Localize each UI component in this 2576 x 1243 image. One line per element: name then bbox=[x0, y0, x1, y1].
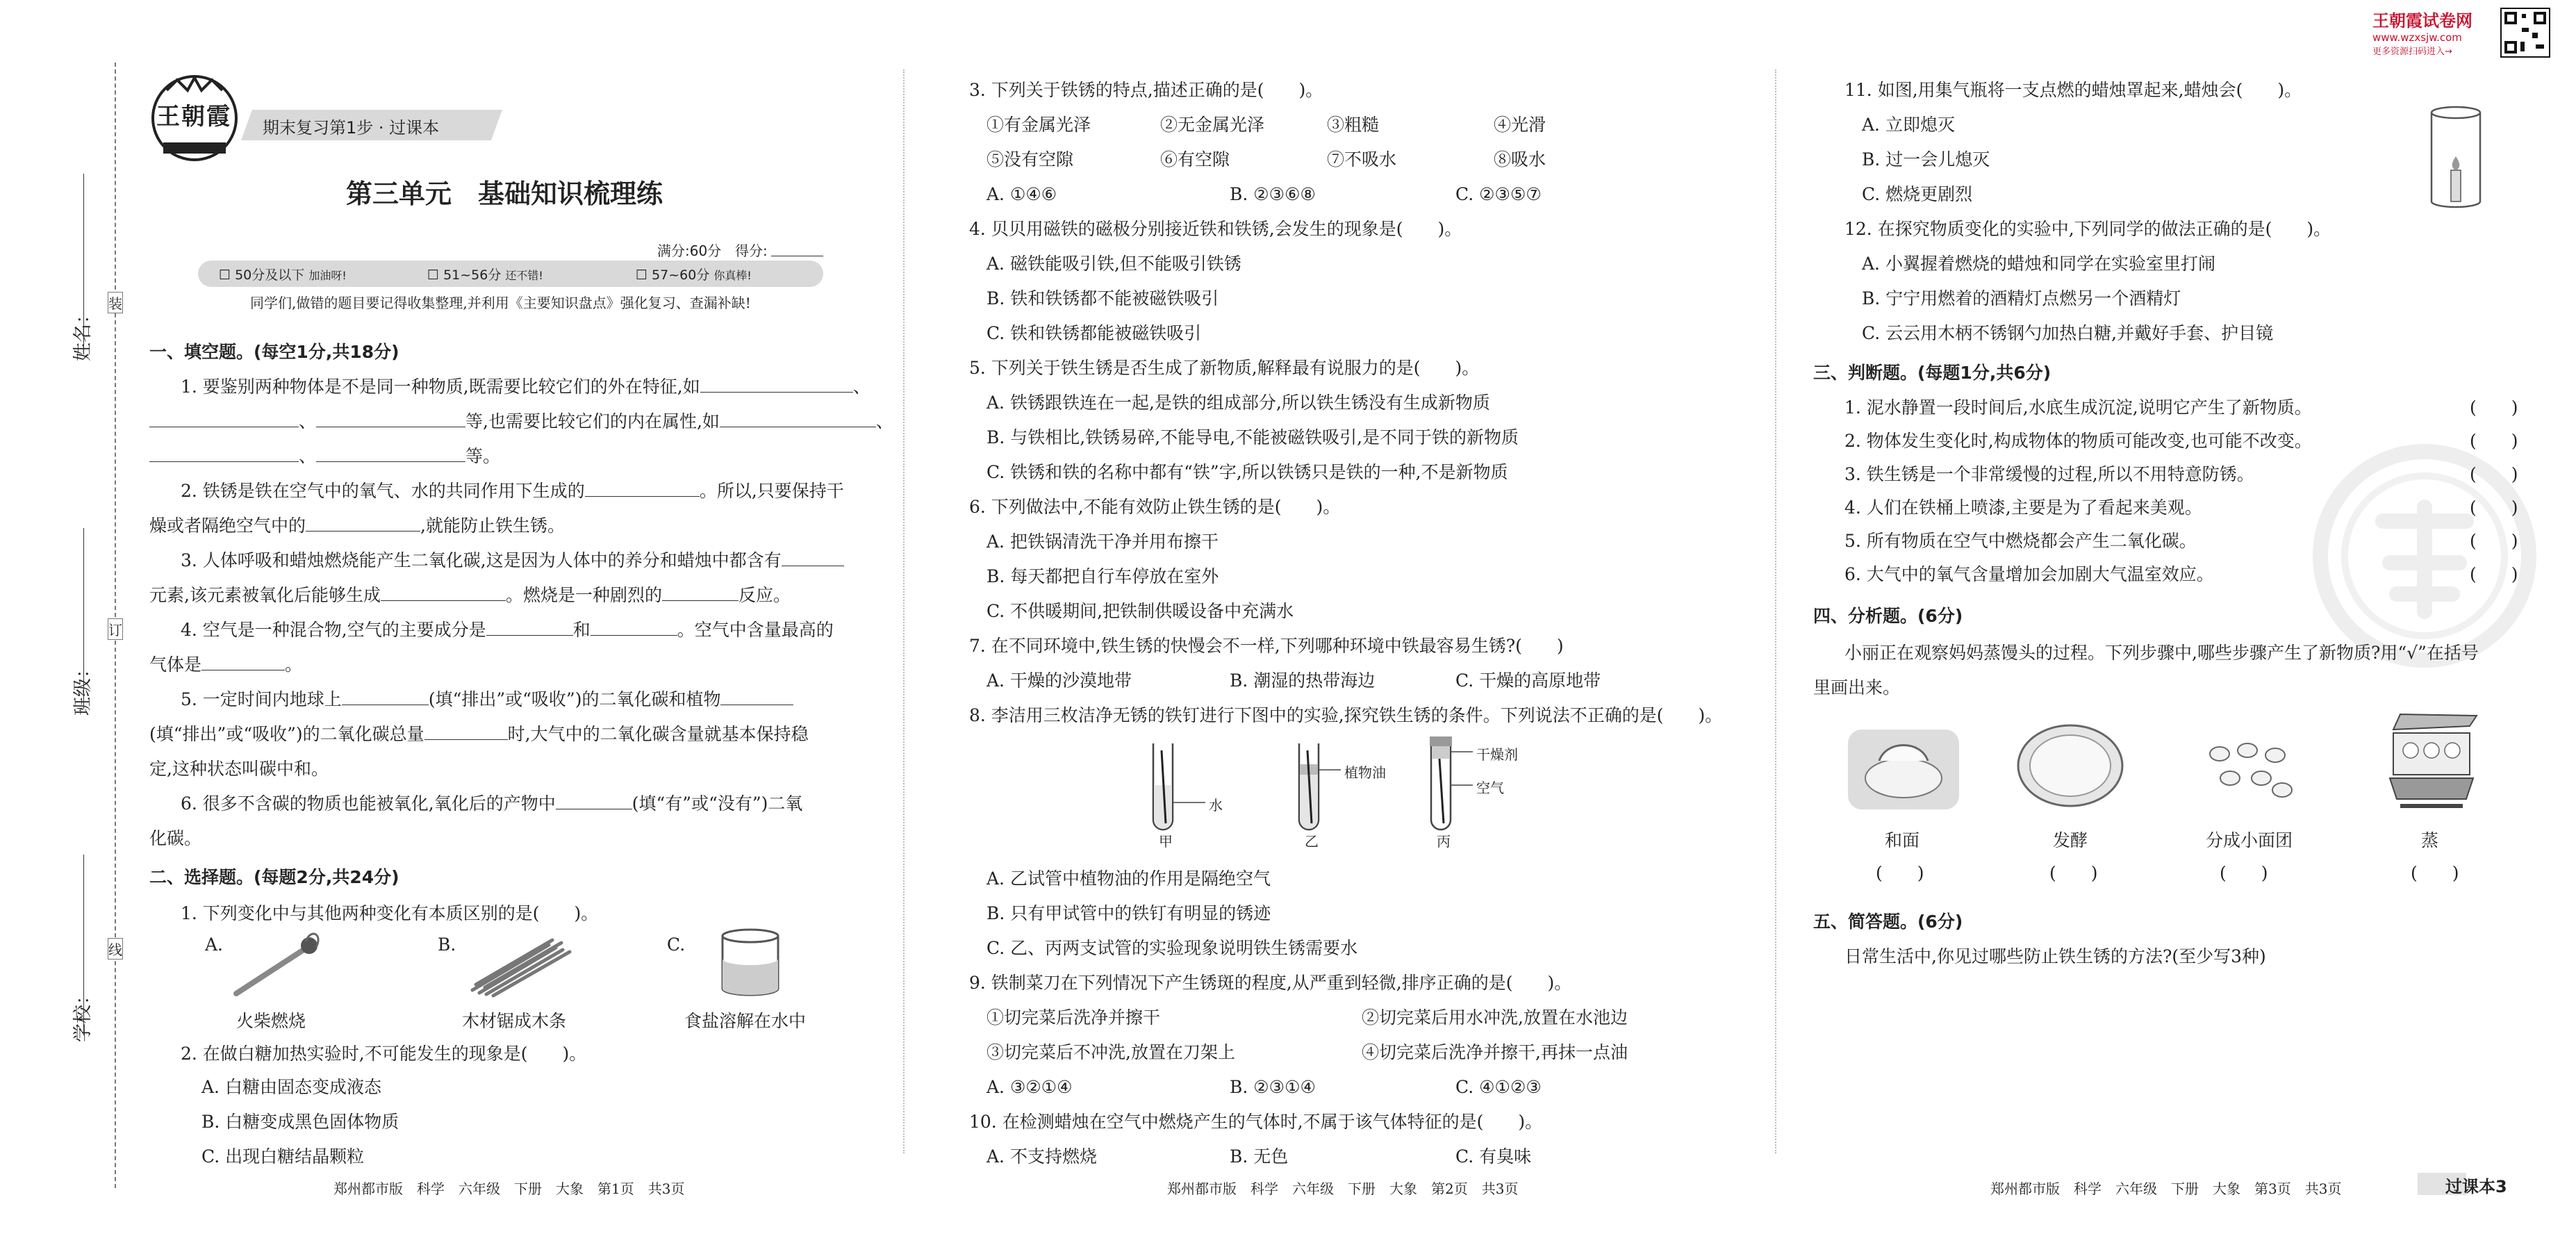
choice-q4: 4. 贝贝用磁铁的磁极分别接近铁和铁锈,会发生的现象是( )。 bbox=[969, 219, 1462, 239]
blank[interactable] bbox=[306, 513, 420, 532]
q5-opt-b[interactable]: B. 与铁相比,铁锈易碎,不能导电,不能被磁铁吸引,是不同于铁的新物质 bbox=[986, 427, 1519, 447]
q9-item: ①切完菜后洗净并擦干 bbox=[986, 1007, 1161, 1028]
q3-opt-a[interactable]: A. ①④⑥ bbox=[986, 184, 1057, 204]
q9-opt-b[interactable]: B. ②③①④ bbox=[1230, 1077, 1316, 1097]
tube-label-3: 丙 bbox=[1437, 833, 1451, 850]
q2-opt-b[interactable]: B. 白糖变成黑色固体物质 bbox=[201, 1112, 399, 1132]
blank[interactable] bbox=[591, 618, 677, 636]
q-text: 等,也需要比较它们的内在属性,如 bbox=[465, 411, 720, 431]
grade-item[interactable]: ☐ 50分及以下 加油呀! bbox=[219, 267, 347, 283]
tube-label-2: 乙 bbox=[1305, 833, 1319, 850]
q-text: 2. 铁锈是铁在空气中的氧气、水的共同作用下生成的 bbox=[181, 481, 585, 501]
sec4-text-1: 小丽正在观察妈妈蒸馒头的过程。下列步骤中,哪些步骤产生了新物质?用“√”在括号 bbox=[1844, 643, 2479, 663]
label-water: 水 bbox=[1209, 797, 1223, 814]
q12-opt-a[interactable]: A. 小翼握着燃烧的蜡烛和同学在实验室里打闹 bbox=[1862, 254, 2215, 274]
binding-mark: 线 bbox=[108, 938, 123, 960]
q9-opt-c[interactable]: C. ④①②③ bbox=[1455, 1077, 1542, 1097]
score-full: 满分:60分 bbox=[657, 242, 722, 259]
q-text: 3. 人体呼吸和蜡烛燃烧能产生二氧化碳,这是因为人体中的养分和蜡烛中都含有 bbox=[181, 550, 782, 570]
q5-opt-a[interactable]: A. 铁锈跟铁连在一起,是铁的组成部分,所以铁生锈没有生成新物质 bbox=[986, 393, 1490, 413]
blank[interactable] bbox=[424, 722, 508, 740]
q6-opt-a[interactable]: A. 把铁锅清洗干净并用布擦干 bbox=[986, 532, 1219, 552]
step-paren[interactable]: ( ) bbox=[1876, 863, 1924, 883]
step-label: 蒸 bbox=[2421, 830, 2439, 850]
footer-page-2: 郑州都市版 科学 六年级 下册 大象 第2页 共3页 bbox=[1167, 1180, 1519, 1197]
q12-opt-b[interactable]: B. 宁宁用燃着的酒精灯点燃另一个酒精灯 bbox=[1862, 288, 2181, 308]
blank[interactable] bbox=[662, 583, 738, 601]
q-text: (填“有”或“没有”)二氧 bbox=[631, 793, 803, 814]
q6 bbox=[181, 787, 802, 821]
judge-item: 5. 所有物质在空气中燃烧都会产生二氧化碳。 bbox=[1844, 531, 2197, 551]
steamer-icon bbox=[2379, 702, 2484, 813]
q-text: 定,这种状态叫碳中和。 bbox=[149, 759, 329, 779]
q-text: (填“排出”或“吸收”)的二氧化碳总量 bbox=[149, 724, 424, 744]
blank[interactable] bbox=[585, 479, 700, 497]
q3-line2 bbox=[149, 578, 791, 613]
binding-mark: 装 bbox=[108, 292, 123, 313]
q1: 1. 要鉴别两种物体是不是同一种物质,既需要比较它们的外在特征,如 、 bbox=[181, 370, 870, 404]
choice-q2: 2. 在做白糖加热实验时,不可能发生的现象是( )。 bbox=[181, 1044, 587, 1064]
step-paren[interactable]: ( ) bbox=[2049, 863, 2098, 883]
blank[interactable] bbox=[782, 548, 844, 566]
wood-strips-icon bbox=[465, 935, 577, 997]
class-label: 班级： bbox=[72, 659, 94, 716]
label-oil: 植物油 bbox=[1344, 764, 1386, 781]
fermenting-dough-icon bbox=[2015, 723, 2126, 809]
step-paren[interactable]: ( ) bbox=[2411, 863, 2459, 883]
q7-opt-b[interactable]: B. 潮湿的热带海边 bbox=[1230, 670, 1376, 691]
q9-item: ③切完菜后不冲洗,放置在刀架上 bbox=[986, 1042, 1235, 1062]
q3-item: ④光滑 bbox=[1494, 115, 1546, 135]
q-text: 。 bbox=[285, 655, 303, 675]
tube-label-1: 甲 bbox=[1159, 833, 1173, 850]
q2 bbox=[181, 474, 844, 509]
q1-opt-b-letter[interactable]: B. bbox=[438, 935, 456, 955]
page-1 bbox=[0, 0, 903, 1243]
page-2 bbox=[903, 0, 1775, 1243]
dough-pieces-icon bbox=[2206, 740, 2296, 802]
label-air: 空气 bbox=[1476, 780, 1504, 796]
choice-q3: 3. 下列关于铁锈的特点,描述正确的是( )。 bbox=[969, 80, 1323, 100]
judge-item: 1. 泥水静置一段时间后,水底生成沉淀,说明它产生了新物质。 bbox=[1844, 397, 2312, 418]
blank[interactable] bbox=[381, 583, 506, 601]
series-badge-text: 期末复习第1步 · 过课本 bbox=[263, 118, 440, 138]
q2-line2 bbox=[149, 509, 565, 543]
logo-text: 王朝霞 bbox=[156, 103, 231, 131]
q1-line3: 、 等。 bbox=[149, 439, 500, 474]
blank[interactable] bbox=[201, 652, 285, 670]
answer-area[interactable] bbox=[1844, 980, 2532, 1160]
blank[interactable] bbox=[149, 409, 299, 427]
grade-range: 51~56分 bbox=[443, 267, 502, 283]
blank[interactable] bbox=[486, 618, 573, 636]
grade-comment: 加油呀! bbox=[308, 269, 347, 282]
q3-opt-c[interactable]: C. ②③⑤⑦ bbox=[1455, 184, 1542, 204]
q1-opt-a-letter[interactable]: A. bbox=[205, 935, 224, 955]
q-text: 化碳。 bbox=[149, 828, 202, 848]
q-text: 。所以,只要保持干 bbox=[699, 481, 844, 501]
footer-tag-text: 过课本3 bbox=[2445, 1177, 2507, 1196]
grade-comment: 你真棒! bbox=[713, 269, 752, 282]
q-text: 4. 空气是一种混合物,空气的主要成分是 bbox=[181, 620, 486, 640]
q11-opt-c[interactable]: C. 燃烧更剧烈 bbox=[1862, 184, 1973, 204]
q2-opt-c[interactable]: C. 出现白糖结晶颗粒 bbox=[201, 1146, 365, 1167]
choice-q5: 5. 下列关于铁生锈是否生成了新物质,解释最有说服力的是( )。 bbox=[969, 358, 1480, 378]
sec5-text: 日常生活中,你见过哪些防止铁生锈的方法?(至少写3种) bbox=[1844, 946, 2266, 966]
q-text: 元素,该元素被氧化后能够生成 bbox=[149, 585, 381, 605]
q1-opt-c-caption: 食盐溶解在水中 bbox=[684, 1011, 807, 1031]
step-label: 分成小面团 bbox=[2206, 830, 2293, 850]
q8-opt-a[interactable]: A. 乙试管中植物油的作用是隔绝空气 bbox=[986, 869, 1271, 889]
q4 bbox=[181, 613, 834, 648]
unit-title: 第三单元 基础知识梳理练 bbox=[346, 179, 663, 209]
beaker-icon bbox=[716, 928, 785, 997]
q-text: 。燃烧是一种剧烈的 bbox=[505, 585, 662, 605]
q7-opt-a[interactable]: A. 干燥的沙漠地带 bbox=[986, 670, 1132, 691]
q3-opt-b[interactable]: B. ②③⑥⑧ bbox=[1230, 184, 1316, 204]
step-label: 发酵 bbox=[2053, 830, 2088, 850]
q10-opt-a[interactable]: A. 不支持燃烧 bbox=[986, 1146, 1097, 1167]
judge-paren[interactable]: ( ) bbox=[2470, 464, 2518, 484]
gas-jar-candle-icon bbox=[2425, 104, 2487, 215]
q4-opt-c[interactable]: C. 铁和铁锈都能被磁铁吸引 bbox=[986, 323, 1202, 343]
q4-line2 bbox=[149, 648, 302, 682]
q3-item: ⑤没有空隙 bbox=[986, 149, 1074, 170]
q4-opt-b[interactable]: B. 铁和铁锈都不能被磁铁吸引 bbox=[986, 288, 1219, 308]
q1-opt-c-letter[interactable]: C. bbox=[667, 935, 686, 955]
q-text: 5. 一定时间内地球上 bbox=[181, 689, 342, 709]
q-text: 。空气中含量最高的 bbox=[677, 620, 834, 640]
q4-opt-a[interactable]: A. 磁铁能吸引铁,但不能吸引铁锈 bbox=[986, 254, 1241, 274]
judge-paren[interactable]: ( ) bbox=[2470, 431, 2518, 451]
sec5-title: 五、简答题。(6分) bbox=[1813, 912, 1963, 932]
blank[interactable] bbox=[342, 687, 429, 705]
judge-item: 4. 人们在铁桶上喷漆,主要是为了看起来美观。 bbox=[1844, 497, 2202, 518]
q9-item: ④切完菜后洗净并擦干,再抹一点油 bbox=[1362, 1042, 1628, 1062]
q6-line2 bbox=[149, 821, 201, 856]
q3-item: ⑦不吸水 bbox=[1327, 149, 1397, 170]
q3-item: ⑥有空隙 bbox=[1160, 149, 1230, 170]
choice-q1: 1. 下列变化中与其他两种变化有本质区别的是( )。 bbox=[181, 903, 599, 923]
q3-item: ⑧吸水 bbox=[1494, 149, 1546, 170]
site-name: 王朝霞试卷网 bbox=[2372, 11, 2472, 31]
site-url: www.wzxsjw.com bbox=[2372, 31, 2462, 44]
choice-q11: 11. 如图,用集气瓶将一支点燃的蜡烛罩起来,蜡烛会( )。 bbox=[1844, 80, 2302, 100]
q9-item: ②切完菜后用水冲洗,放置在水池边 bbox=[1362, 1007, 1628, 1028]
q10-opt-b[interactable]: B. 无色 bbox=[1230, 1146, 1289, 1167]
sec2-title: 二、选择题。(每题2分,共24分) bbox=[149, 867, 399, 887]
choice-q12: 12. 在探究物质变化的实验中,下列同学的做法正确的是( )。 bbox=[1844, 219, 2331, 239]
grade-item[interactable]: ☐ 57~60分 你真棒! bbox=[636, 267, 752, 283]
q2-opt-a[interactable]: A. 白糖由固态变成液态 bbox=[201, 1077, 381, 1097]
judge-item: 2. 物体发生变化时,构成物体的物质可能改变,也可能不改变。 bbox=[1844, 431, 2312, 451]
blank[interactable] bbox=[316, 409, 465, 427]
q-text: 和 bbox=[572, 620, 591, 640]
q6-opt-b[interactable]: B. 每天都把自行车停放在室外 bbox=[986, 566, 1219, 586]
kneading-dough-icon bbox=[1844, 719, 1963, 813]
q3 bbox=[181, 543, 844, 578]
q-text: 气体是 bbox=[149, 655, 202, 675]
intro-text: 同学们,做错的题目要记得收集整理,并利用《主要知识盘点》强化复习、查漏补缺! bbox=[250, 295, 751, 311]
q3-item: ②无金属光泽 bbox=[1160, 115, 1265, 135]
sec4-title: 四、分析题。(6分) bbox=[1813, 606, 1963, 626]
q8-opt-b[interactable]: B. 只有甲试管中的铁钉有明显的锈迹 bbox=[986, 903, 1271, 923]
q-text: ,就能防止铁生锈。 bbox=[420, 516, 565, 536]
q5-opt-c[interactable]: C. 铁锈和铁的名称中都有“铁”字,所以铁锈只是铁的一种,不是新物质 bbox=[986, 462, 1508, 482]
q3-item: ③粗糙 bbox=[1327, 115, 1380, 135]
step-label: 和面 bbox=[1885, 830, 1920, 850]
q6-opt-c[interactable]: C. 不供暖期间,把铁制供暖设备中充满水 bbox=[986, 601, 1294, 621]
q-text: 反应。 bbox=[738, 585, 791, 605]
choice-q10: 10. 在检测蜡烛在空气中燃烧产生的气体时,不属于该气体特征的是( )。 bbox=[969, 1112, 1543, 1132]
q3-item: ①有金属光泽 bbox=[986, 115, 1091, 135]
judge-item: 6. 大气中的氧气含量增加会加剧大气温室效应。 bbox=[1844, 564, 2214, 584]
name-label: 姓名： bbox=[72, 305, 94, 361]
test-tubes-diagram bbox=[1112, 736, 1528, 841]
choice-q7: 7. 在不同环境中,铁生锈的快慢会不一样,下列哪种环境中铁最容易生锈?( ) bbox=[969, 636, 1564, 656]
q11-opt-b[interactable]: B. 过一会儿熄灭 bbox=[1862, 149, 1990, 170]
score-got: 得分: bbox=[735, 242, 768, 259]
q11-opt-a[interactable]: A. 立即熄灭 bbox=[1862, 115, 1955, 135]
choice-q8: 8. 李洁用三枚洁净无锈的铁钉进行下图中的实验,探究铁生锈的条件。下列说法不正确的是( )。 bbox=[969, 705, 1723, 725]
blank[interactable] bbox=[720, 409, 876, 427]
sec1-title: 一、填空题。(每空1分,共18分) bbox=[149, 342, 399, 362]
judge-paren[interactable]: ( ) bbox=[2470, 564, 2518, 584]
q-text: 时,大气中的二氧化碳含量就基本保持稳 bbox=[507, 724, 809, 744]
judge-paren[interactable]: ( ) bbox=[2470, 531, 2518, 551]
grade-range: 57~60分 bbox=[652, 267, 710, 283]
footer-page-3: 郑州都市版 科学 六年级 下册 大象 第3页 共3页 bbox=[1990, 1180, 2342, 1197]
blank[interactable] bbox=[720, 687, 793, 705]
q5-line2 bbox=[149, 717, 809, 752]
choice-q9: 9. 铁制菜刀在下列情况下产生锈斑的程度,从严重到轻微,排序正确的是( )。 bbox=[969, 973, 1572, 993]
q-text: 1. 要鉴别两种物体是不是同一种物质,既需要比较它们的外在特征,如 bbox=[181, 377, 700, 397]
q-text: (填“排出”或“吸收”)的二氧化碳和植物 bbox=[428, 689, 721, 709]
footer-page-1: 郑州都市版 科学 六年级 下册 大象 第1页 共3页 bbox=[333, 1180, 685, 1197]
grade-range: 50分及以下 bbox=[235, 267, 305, 283]
grade-item[interactable]: ☐ 51~56分 还不错! bbox=[427, 267, 543, 283]
judge-item: 3. 铁生锈是一个非常缓慢的过程,所以不用特意防锈。 bbox=[1844, 464, 2254, 484]
school-label: 学校： bbox=[72, 986, 94, 1042]
step-paren[interactable]: ( ) bbox=[2220, 863, 2268, 883]
q-text: 等。 bbox=[465, 446, 501, 466]
match-icon bbox=[229, 935, 327, 997]
q5 bbox=[181, 682, 793, 717]
page-3 bbox=[1775, 0, 2576, 1243]
blank[interactable] bbox=[316, 444, 465, 462]
q10-opt-c[interactable]: C. 有臭味 bbox=[1455, 1146, 1532, 1167]
q1-line2: 、 等,也需要比较它们的内在属性,如 、 bbox=[149, 404, 893, 439]
blank[interactable] bbox=[556, 791, 632, 809]
grade-comment: 还不错! bbox=[505, 269, 543, 282]
q9-opt-a[interactable]: A. ③②①④ bbox=[986, 1077, 1073, 1097]
label-desiccant: 干燥剂 bbox=[1476, 746, 1518, 763]
q1-opt-a-caption: 火柴燃烧 bbox=[236, 1011, 306, 1031]
site-slogan: 更多资源扫码进入→ bbox=[2372, 47, 2452, 57]
blank[interactable] bbox=[149, 444, 299, 462]
sec4-text-2: 里画出来。 bbox=[1813, 677, 1901, 698]
choice-q6: 6. 下列做法中,不能有效防止铁生锈的是( )。 bbox=[969, 497, 1341, 517]
q8-opt-c[interactable]: C. 乙、丙两支试管的实验现象说明铁生锈需要水 bbox=[986, 938, 1358, 958]
q-text: 燥或者隔绝空气中的 bbox=[149, 516, 306, 536]
blank[interactable] bbox=[700, 374, 853, 393]
q5-line3 bbox=[149, 752, 329, 787]
q1-opt-b-caption: 木材锯成木条 bbox=[462, 1011, 567, 1031]
judge-paren[interactable]: ( ) bbox=[2470, 497, 2518, 518]
judge-paren[interactable]: ( ) bbox=[2470, 397, 2518, 418]
binding-mark: 订 bbox=[108, 618, 123, 640]
q7-opt-c[interactable]: C. 干燥的高原地带 bbox=[1455, 670, 1601, 691]
q-text: 6. 很多不含碳的物质也能被氧化,氧化后的产物中 bbox=[181, 793, 556, 814]
q12-opt-c[interactable]: C. 云云用木柄不锈钢勺加热白糖,并戴好手套、护目镜 bbox=[1862, 323, 2274, 343]
sec3-title: 三、判断题。(每题1分,共6分) bbox=[1813, 363, 2051, 383]
